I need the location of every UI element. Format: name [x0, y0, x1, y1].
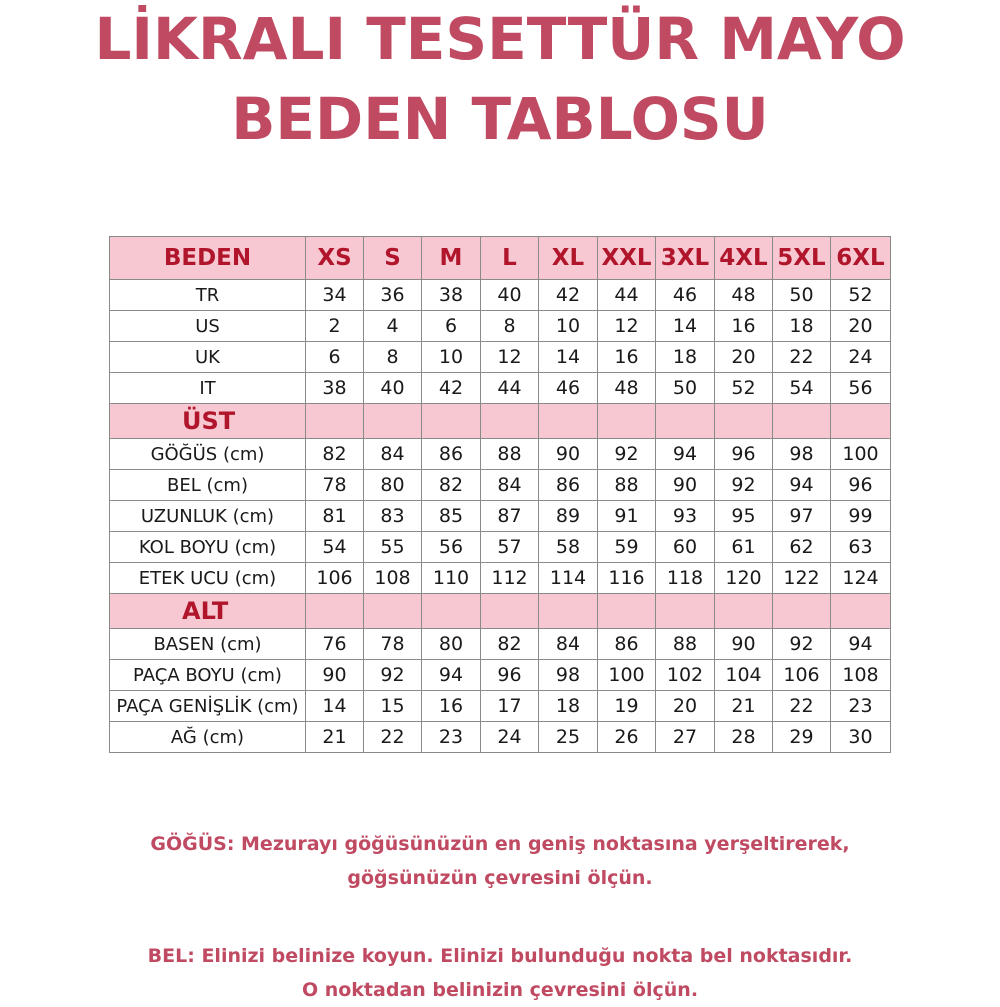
- row-label: AĞ (cm): [110, 722, 306, 753]
- table-cell: 40: [364, 373, 422, 404]
- table-cell: 54: [306, 532, 364, 563]
- section-empty-cell: [422, 594, 481, 629]
- table-cell: 21: [306, 722, 364, 753]
- section-empty-cell: [598, 594, 656, 629]
- table-row: [110, 563, 891, 594]
- table-cell: 104: [715, 660, 773, 691]
- table-cell: 91: [598, 501, 656, 532]
- section-header-row: [110, 594, 891, 629]
- table-cell: 46: [656, 280, 715, 311]
- table-cell: 14: [539, 342, 598, 373]
- table-cell: 106: [306, 563, 364, 594]
- table-cell: 96: [715, 439, 773, 470]
- size-header-l: L: [481, 237, 539, 280]
- table-cell: 98: [773, 439, 831, 470]
- table-row: [110, 311, 891, 342]
- table-cell: 92: [773, 629, 831, 660]
- table-cell: 14: [656, 311, 715, 342]
- table-cell: 12: [481, 342, 539, 373]
- size-header-s: S: [364, 237, 422, 280]
- table-cell: 52: [831, 280, 891, 311]
- table-cell: 38: [422, 280, 481, 311]
- table-cell: 82: [306, 439, 364, 470]
- table-row: [110, 470, 891, 501]
- table-cell: 96: [481, 660, 539, 691]
- table-cell: 88: [598, 470, 656, 501]
- table-cell: 106: [773, 660, 831, 691]
- table-cell: 2: [306, 311, 364, 342]
- table-cell: 42: [422, 373, 481, 404]
- table-cell: 84: [364, 439, 422, 470]
- table-cell: 97: [773, 501, 831, 532]
- table-cell: 15: [364, 691, 422, 722]
- size-header-xxl: XXL: [598, 237, 656, 280]
- table-cell: 50: [656, 373, 715, 404]
- table-cell: 19: [598, 691, 656, 722]
- section-title: ALT: [110, 594, 306, 629]
- table-cell: 94: [773, 470, 831, 501]
- page-title-line-2: BEDEN TABLOSU: [231, 85, 769, 153]
- header-label: BEDEN: [110, 237, 306, 280]
- table-cell: 58: [539, 532, 598, 563]
- section-empty-cell: [831, 404, 891, 439]
- table-cell: 44: [481, 373, 539, 404]
- table-cell: 4: [364, 311, 422, 342]
- table-cell: 118: [656, 563, 715, 594]
- row-label: US: [110, 311, 306, 342]
- row-label: GÖĞÜS (cm): [110, 439, 306, 470]
- table-cell: 17: [481, 691, 539, 722]
- table-cell: 26: [598, 722, 656, 753]
- table-cell: 6: [306, 342, 364, 373]
- table-cell: 25: [539, 722, 598, 753]
- table-cell: 59: [598, 532, 656, 563]
- table-cell: 82: [422, 470, 481, 501]
- size-header-xs: XS: [306, 237, 364, 280]
- table-cell: 14: [306, 691, 364, 722]
- table-cell: 18: [656, 342, 715, 373]
- waist-note-line-2: O noktadan belinizin çevresini ölçün.: [301, 979, 699, 1001]
- table-cell: 94: [831, 629, 891, 660]
- table-cell: 88: [481, 439, 539, 470]
- table-cell: 82: [481, 629, 539, 660]
- table-cell: 108: [831, 660, 891, 691]
- table-cell: 90: [539, 439, 598, 470]
- section-header-row: [110, 404, 891, 439]
- table-cell: 102: [656, 660, 715, 691]
- row-label: TR: [110, 280, 306, 311]
- table-cell: 87: [481, 501, 539, 532]
- table-cell: 60: [656, 532, 715, 563]
- table-cell: 90: [715, 629, 773, 660]
- table-cell: 24: [481, 722, 539, 753]
- table-cell: 78: [364, 629, 422, 660]
- table-cell: 10: [422, 342, 481, 373]
- section-empty-cell: [364, 594, 422, 629]
- table-row: [110, 629, 891, 660]
- table-cell: 27: [656, 722, 715, 753]
- table-row: [110, 280, 891, 311]
- row-label: UK: [110, 342, 306, 373]
- table-cell: 28: [715, 722, 773, 753]
- section-empty-cell: [422, 404, 481, 439]
- table-cell: 23: [831, 691, 891, 722]
- section-empty-cell: [598, 404, 656, 439]
- table-cell: 114: [539, 563, 598, 594]
- section-empty-cell: [539, 404, 598, 439]
- table-cell: 48: [598, 373, 656, 404]
- section-empty-cell: [715, 594, 773, 629]
- size-header-3xl: 3XL: [656, 237, 715, 280]
- table-cell: 92: [715, 470, 773, 501]
- section-title: ÜST: [110, 404, 306, 439]
- size-header-4xl: 4XL: [715, 237, 773, 280]
- table-cell: 84: [539, 629, 598, 660]
- table-cell: 56: [831, 373, 891, 404]
- row-label: KOL BOYU (cm): [110, 532, 306, 563]
- table-row: [110, 439, 891, 470]
- table-cell: 83: [364, 501, 422, 532]
- table-cell: 34: [306, 280, 364, 311]
- section-empty-cell: [539, 594, 598, 629]
- section-empty-cell: [656, 594, 715, 629]
- table-cell: 63: [831, 532, 891, 563]
- section-empty-cell: [306, 404, 364, 439]
- size-header-6xl: 6XL: [831, 237, 891, 280]
- row-label: ETEK UCU (cm): [110, 563, 306, 594]
- chest-measure-note: [0, 827, 1000, 895]
- row-label: BEL (cm): [110, 470, 306, 501]
- section-empty-cell: [364, 404, 422, 439]
- table-cell: 16: [422, 691, 481, 722]
- table-row: [110, 342, 891, 373]
- table-cell: 18: [773, 311, 831, 342]
- table-cell: 92: [364, 660, 422, 691]
- row-label: IT: [110, 373, 306, 404]
- table-cell: 23: [422, 722, 481, 753]
- table-cell: 88: [656, 629, 715, 660]
- section-empty-cell: [773, 404, 831, 439]
- table-cell: 36: [364, 280, 422, 311]
- table-cell: 56: [422, 532, 481, 563]
- table-cell: 55: [364, 532, 422, 563]
- table-cell: 98: [539, 660, 598, 691]
- section-empty-cell: [773, 594, 831, 629]
- table-cell: 8: [364, 342, 422, 373]
- table-cell: 108: [364, 563, 422, 594]
- table-cell: 22: [773, 691, 831, 722]
- table-cell: 46: [539, 373, 598, 404]
- table-cell: 44: [598, 280, 656, 311]
- table-cell: 61: [715, 532, 773, 563]
- table-cell: 86: [598, 629, 656, 660]
- table-cell: 120: [715, 563, 773, 594]
- size-header-xl: XL: [539, 237, 598, 280]
- section-empty-cell: [831, 594, 891, 629]
- waist-measure-note: [0, 939, 1000, 1007]
- row-label: PAÇA BOYU (cm): [110, 660, 306, 691]
- table-cell: 86: [422, 439, 481, 470]
- table-cell: 22: [364, 722, 422, 753]
- table-cell: 21: [715, 691, 773, 722]
- chest-note-line-2: göğsünüzün çevresini ölçün.: [347, 867, 653, 889]
- table-cell: 52: [715, 373, 773, 404]
- row-label: UZUNLUK (cm): [110, 501, 306, 532]
- table-cell: 94: [656, 439, 715, 470]
- table-cell: 8: [481, 311, 539, 342]
- size-header-m: M: [422, 237, 481, 280]
- table-cell: 100: [831, 439, 891, 470]
- table-cell: 78: [306, 470, 364, 501]
- table-cell: 16: [598, 342, 656, 373]
- table-row: [110, 373, 891, 404]
- table-header-row: [110, 237, 891, 280]
- table-cell: 90: [306, 660, 364, 691]
- table-cell: 24: [831, 342, 891, 373]
- table-cell: 89: [539, 501, 598, 532]
- table-cell: 40: [481, 280, 539, 311]
- row-label: BASEN (cm): [110, 629, 306, 660]
- table-cell: 94: [422, 660, 481, 691]
- table-cell: 80: [422, 629, 481, 660]
- table-cell: 29: [773, 722, 831, 753]
- table-row: [110, 660, 891, 691]
- table-cell: 76: [306, 629, 364, 660]
- table-cell: 42: [539, 280, 598, 311]
- table-cell: 57: [481, 532, 539, 563]
- table-cell: 81: [306, 501, 364, 532]
- table-cell: 62: [773, 532, 831, 563]
- table-cell: 10: [539, 311, 598, 342]
- table-cell: 96: [831, 470, 891, 501]
- section-empty-cell: [656, 404, 715, 439]
- table-cell: 95: [715, 501, 773, 532]
- chest-note-line-1: GÖĞÜS: Mezurayı göğüsünüzün en geniş noktasına yerşeltirerek,: [150, 833, 850, 855]
- table-cell: 6: [422, 311, 481, 342]
- table-cell: 112: [481, 563, 539, 594]
- table-cell: 12: [598, 311, 656, 342]
- table-cell: 20: [831, 311, 891, 342]
- table-cell: 90: [656, 470, 715, 501]
- section-empty-cell: [481, 594, 539, 629]
- table-cell: 16: [715, 311, 773, 342]
- size-chart-table: [109, 236, 891, 753]
- table-cell: 93: [656, 501, 715, 532]
- table-cell: 110: [422, 563, 481, 594]
- table-cell: 86: [539, 470, 598, 501]
- row-label: PAÇA GENİŞLİK (cm): [110, 691, 306, 722]
- waist-note-line-1: BEL: Elinizi belinize koyun. Elinizi bulunduğu nokta bel noktasıdır.: [147, 945, 853, 967]
- table-row: [110, 691, 891, 722]
- table-cell: 116: [598, 563, 656, 594]
- table-row: [110, 501, 891, 532]
- section-empty-cell: [715, 404, 773, 439]
- table-cell: 22: [773, 342, 831, 373]
- table-cell: 92: [598, 439, 656, 470]
- table-cell: 38: [306, 373, 364, 404]
- table-cell: 99: [831, 501, 891, 532]
- table-cell: 50: [773, 280, 831, 311]
- section-empty-cell: [481, 404, 539, 439]
- table-cell: 30: [831, 722, 891, 753]
- table-cell: 124: [831, 563, 891, 594]
- table-cell: 100: [598, 660, 656, 691]
- table-cell: 85: [422, 501, 481, 532]
- table-cell: 122: [773, 563, 831, 594]
- size-header-5xl: 5XL: [773, 237, 831, 280]
- table-cell: 54: [773, 373, 831, 404]
- table-cell: 84: [481, 470, 539, 501]
- page-title-line-1: LİKRALI TESETTÜR MAYO: [94, 5, 906, 73]
- table-cell: 20: [656, 691, 715, 722]
- table-row: [110, 722, 891, 753]
- section-empty-cell: [306, 594, 364, 629]
- table-row: [110, 532, 891, 563]
- table-cell: 48: [715, 280, 773, 311]
- table-cell: 20: [715, 342, 773, 373]
- table-cell: 18: [539, 691, 598, 722]
- table-cell: 80: [364, 470, 422, 501]
